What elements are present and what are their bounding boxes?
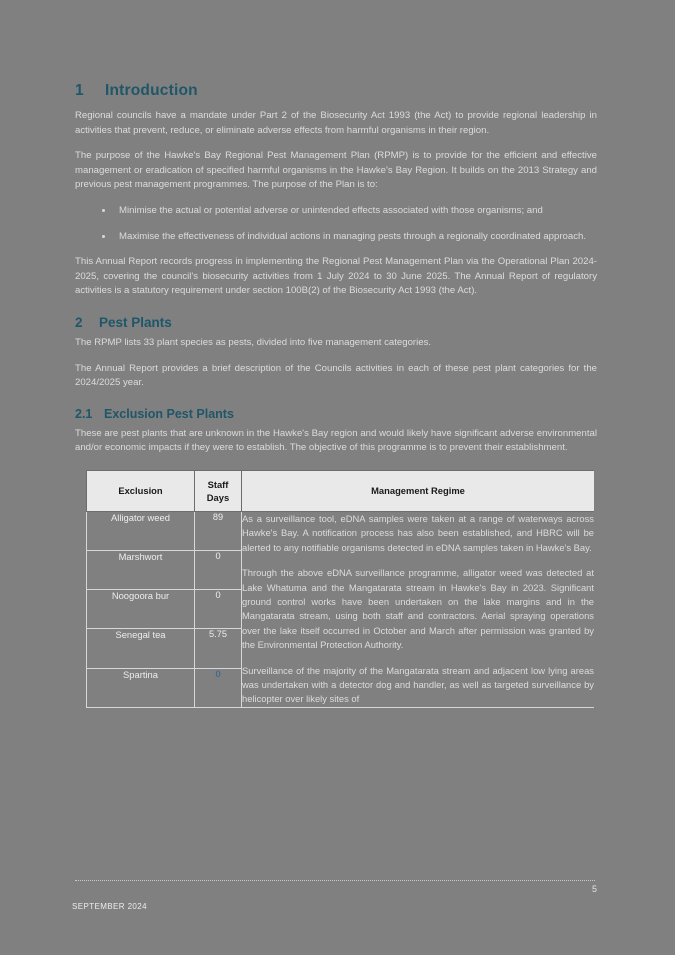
list-item <box>75 204 597 219</box>
regime-paragraph-2: Through the above eDNA surveillance programme, alligator weed was detected at Lake Whatuma and the Mangatarata stream in Hawke's Bay in 2023. Significant ground control works have been undertaken on the lake margins and in the Mangatarata stream, using both staff and contractors. Aerial spraying operations over the lake itself occurred in October and March after permission was granted by the Environmental Protection Authority. <box>242 567 594 651</box>
table-header-staff-days <box>195 470 242 511</box>
table-cell-staff-days: 0 <box>195 590 242 629</box>
intro-paragraph-2: The purpose of the Hawke's Bay Regional Pest Management Plan (RPMP) is to provide for the efficient and effective management or eradication of specified harmful organisms in the Hawke's Bay Region. It builds on the 2013 Strategy and previous pest management programmes. The purpose of the Plan is to: <box>75 150 597 191</box>
table-header-staff-days-line2: Days <box>206 491 230 503</box>
heading-exclusion-title: Exclusion Pest Plants <box>104 406 234 421</box>
exclusion-paragraph-1: These are pest plants that are unknown in the Hawke's Bay region and would likely have significant adverse environmental and/or economic impacts if they were to establish. The objective of this programme is to prevent their establishment. <box>75 427 597 454</box>
exclusion-table-wrapper <box>86 470 594 758</box>
heading-pest-plants-title: Pest Plants <box>99 314 172 330</box>
table-cell-staff-days: 0 <box>195 668 242 707</box>
page-content <box>75 82 597 758</box>
intro-paragraph-1: Regional councils have a mandate under Part 2 of the Biosecurity Act 1993 (the Act) to provide regional leadership in activities that prevent, reduce, or eliminate adverse effects from harmful organisms in their region. <box>75 110 597 136</box>
page-number: 5 <box>591 884 597 894</box>
bullet-dot-icon <box>102 235 105 238</box>
table-header-staff-days-line1: Staff <box>207 478 229 490</box>
heading-pest-plants-number: 2 <box>75 314 83 330</box>
heading-pest-plants <box>75 315 597 330</box>
list-item-text: Maximise the effectiveness of individual actions in managing pests through a regionally coordinated approach. <box>119 230 586 242</box>
exclusion-table <box>86 470 594 708</box>
footer-date-label: SEPTEMBER 2024 <box>72 902 147 911</box>
regime-paragraph-3: Surveillance of the majority of the Mangatarata stream and adjacent low lying areas was undertaken with a detector dog and handler, as well as targeted surveillance by helicopter over likely sites of <box>242 664 594 705</box>
table-cell-pest-name: Spartina <box>87 668 195 707</box>
table-cell-staff-days: 5.75 <box>195 629 242 668</box>
table-cell-pest-name: Alligator weed <box>87 511 195 550</box>
pest-plants-paragraph-1: The RPMP lists 33 plant species as pests, divided into five management categories. <box>75 336 432 348</box>
heading-exclusion-number: 2.1 <box>75 406 93 421</box>
table-cell-pest-name: Marshwort <box>87 551 195 590</box>
table-cell-staff-days: 89 <box>195 511 242 550</box>
heading-exclusion-pest-plants <box>75 407 597 421</box>
table-header-exclusion: Exclusion <box>87 470 195 511</box>
table-row <box>87 511 595 550</box>
list-item-text: Minimise the actual or potential adverse or unintended effects associated with those organisms; and <box>119 204 543 216</box>
table-cell-staff-days: 0 <box>195 551 242 590</box>
pest-plants-paragraph-2: The Annual Report provides a brief description of the Councils activities in each of these pest plant categories for the 2024/2025 year. <box>75 362 597 389</box>
table-header-row <box>87 470 595 511</box>
table-cell-pest-name: Noogoora bur <box>87 590 195 629</box>
regime-paragraph-1: As a surveillance tool, eDNA samples were taken at a range of waterways across Hawke's Bay. A notification process has also been established, and HBRC will be alerted to any notifiable organisms detected in eDNA samples taken in Hawke's Bay. <box>242 512 594 553</box>
heading-introduction-title: Introduction <box>105 82 198 99</box>
footer-divider <box>75 880 595 881</box>
intro-closing-paragraph: This Annual Report records progress in implementing the Regional Pest Management Plan via the Operational Plan 2024-2025, covering the council's biosecurity activities from 1 July 2024 to 30 June 2025. The Annual Report of regulatory activities is a statutory requirement under section 100B(2) of the Biosecurity Act 1993 (the Act). <box>75 256 597 297</box>
table-cell-management-regime <box>242 511 595 707</box>
table-header-management-regime: Management Regime <box>242 470 595 511</box>
heading-introduction <box>75 82 597 100</box>
list-item <box>75 230 597 245</box>
intro-bullet-list <box>75 204 597 244</box>
bullet-dot-icon <box>102 209 105 212</box>
table-cell-pest-name: Senegal tea <box>87 629 195 668</box>
heading-introduction-number: 1 <box>75 82 84 99</box>
